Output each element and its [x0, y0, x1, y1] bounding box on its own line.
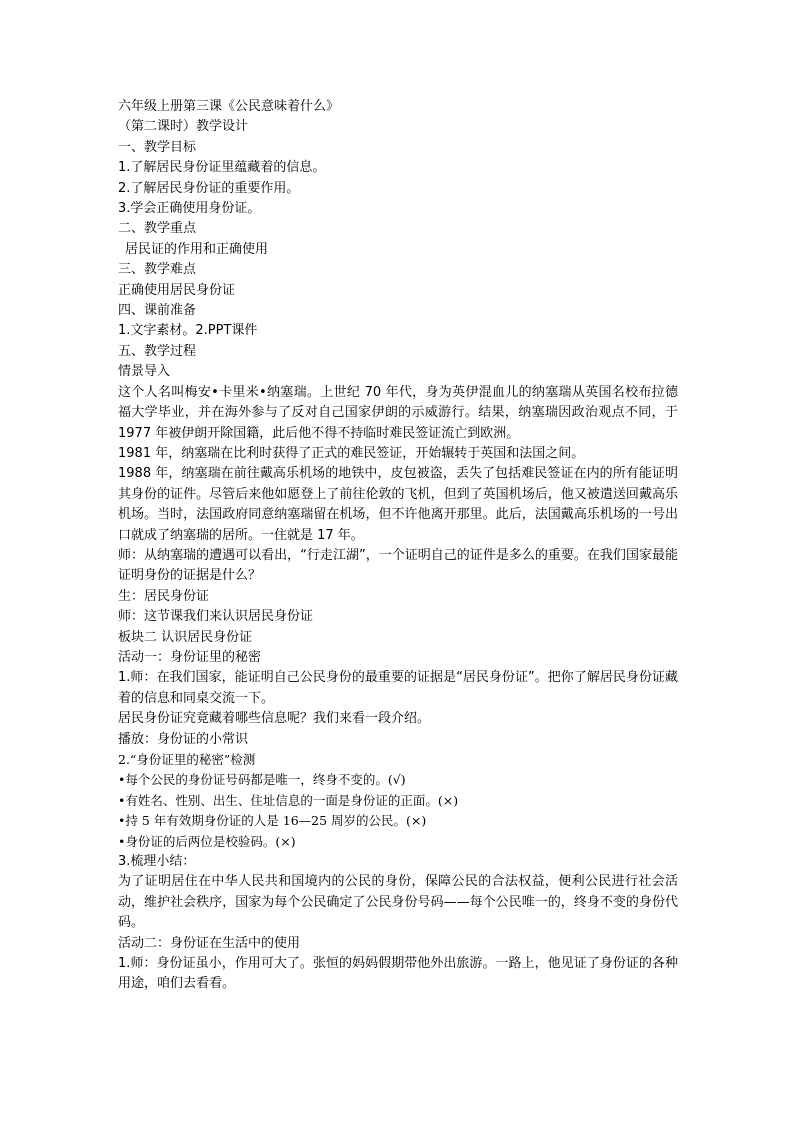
document-page	[118, 97, 678, 995]
document-title: 六年级上册第三课《公民意味着什么》	[118, 99, 340, 114]
teacher-question: 师：从纳塞瑞的遭遇可以看出，“行走江湖”，一个证明自己的证件是多么的重要。在我们国家最能证明身份的证据是什么？	[118, 547, 678, 584]
goal-item: 2.了解居民身份证的重要作用。	[118, 180, 300, 196]
activity-heading: 活动一：身份证里的秘密	[118, 649, 262, 665]
activity-heading: 活动二：身份证在生活中的使用	[118, 935, 301, 951]
quiz-item: •持 5 年有效期身份证的人是 16—25 周岁的公民。(×)	[118, 813, 427, 829]
preparation-text: 1.文字素材。2.PPT课件	[118, 323, 258, 339]
quiz-item: •每个公民的身份证号码都是唯一，终身不变的。(√)	[118, 772, 406, 788]
difficulty-text: 正确使用居民身份证	[118, 282, 236, 298]
goal-item: 1.了解居民身份证里蕴藏着的信息。	[118, 160, 326, 176]
activity-question: 居民身份证究竟藏着哪些信息呢？我们来看一段介绍。	[118, 711, 431, 727]
quiz-item: •身份证的后两位是校验码。(×)	[118, 833, 296, 849]
document-subtitle: （第二课时）教学设计	[118, 119, 249, 135]
story-paragraph: 这个人名叫梅安•卡里米•纳塞瑞。上世纪 70 年代，身为英伊混血儿的纳塞瑞从英国名校布拉德福大学毕业，并在海外参与了反对自己国家伊朗的示威游行。结果，纳塞瑞因政治观点不同，于 1977 年被伊朗开除国籍，此后他不得不持临时难民签证流亡到欧洲。	[118, 384, 678, 441]
quiz-item: •有姓名、性别、出生、住址信息的一面是身份证的正面。(×)	[118, 792, 459, 808]
section-heading-focus: 二、教学重点	[118, 221, 197, 237]
summary-paragraph: 为了证明居住在中华人民共和国境内的公民的身份，保障公民的合法权益，便利公民进行社会活动，维护社会秩序，国家为每个公民确定了公民身份号码——每个公民唯一的，终身不变的身份代码。	[118, 874, 678, 931]
section-heading-difficulty: 三、教学难点	[118, 262, 197, 278]
play-note: 播放：身份证的小常识	[118, 731, 249, 747]
activity-step: 1.师：身份证虽小，作用可大了。张恒的妈妈假期带他外出旅游。一路上，他见证了身份证的各种用途，咱们去看看。	[118, 956, 678, 992]
section-heading-preparation: 四、课前准备	[118, 303, 197, 319]
summary-title: 3.梳理小结：	[118, 854, 196, 870]
student-answer: 生：居民身份证	[118, 588, 210, 604]
quiz-title: 2.“身份证里的秘密”检测	[118, 752, 256, 767]
block-heading: 板块二 认识居民身份证	[118, 629, 253, 645]
section-heading-process: 五、教学过程	[118, 343, 197, 359]
focus-text: 居民证的作用和正确使用	[125, 241, 269, 257]
story-paragraph: 1981 年，纳塞瑞在比利时获得了正式的难民签证，开始辗转于英国和法国之间。	[118, 445, 585, 461]
intro-heading: 情景导入	[118, 364, 171, 380]
teacher-intro: 师：这节课我们来认识居民身份证	[118, 609, 314, 625]
section-heading-goals: 一、教学目标	[118, 139, 197, 155]
goal-item: 3.学会正确使用身份证。	[118, 201, 261, 217]
activity-step: 1.师：在我们国家，能证明自己公民身份的最重要的证据是“居民身份证”。把你了解居民身份证藏着的信息和同桌交流一下。	[118, 670, 678, 706]
story-paragraph: 1988 年，纳塞瑞在前往戴高乐机场的地铁中，皮包被盗，丢失了包括难民签证在内的所有能证明其身份的证件。尽管后来他如愿登上了前往伦敦的飞机，但到了英国机场后，他又被遣送回戴高乐机场。当时，法国政府同意纳塞瑞留在机场，但不许他离开那里。此后，法国戴高乐机场的一号出口就成了纳塞瑞的居所。一住就是 17 年。	[118, 466, 678, 543]
